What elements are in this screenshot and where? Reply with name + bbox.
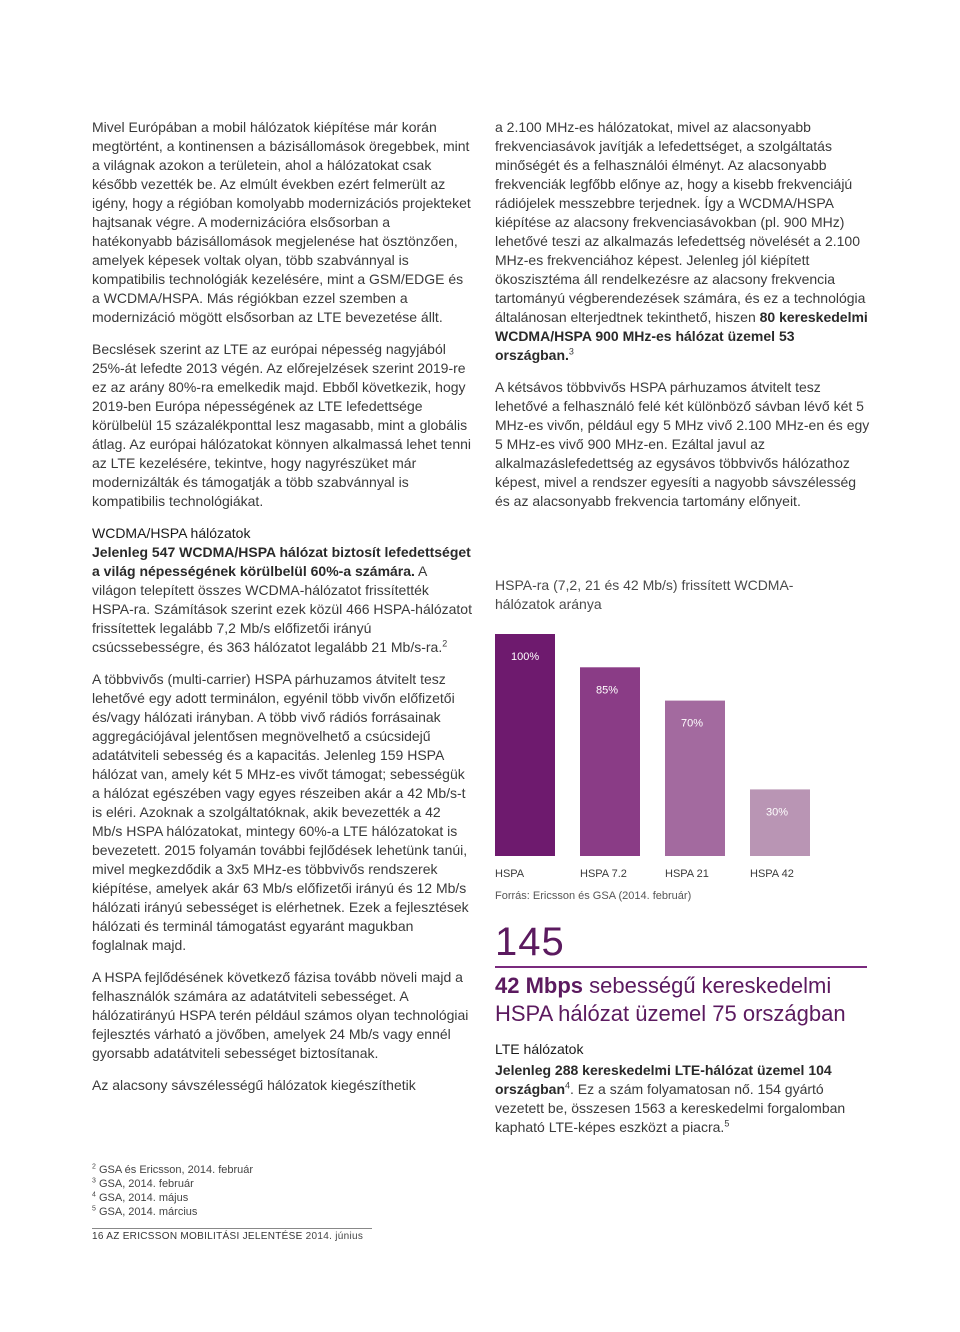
lte-highlight: Jelenleg 288 kereskedelmi LTE-hálózat üzemel 104 országban [495,1062,832,1097]
wcdma-text: A világon telepített összes WCDMA-hálózatot frissítették HSPA-ra. Számítások szerint ezek közül 466 HSPA-hálózatot frissítettek legalább 7,2 Mb/s előfizetői irányú csúcssebességre, és 363 hálózatot legalább 21 Mb/s-ra. [92,563,472,655]
bar-hspa-42 [750,789,810,856]
footnote-ref-3: 3 [568,346,574,357]
right-column [495,118,870,524]
frequency-text: a 2.100 MHz-es hálózatokat, mivel az alacsonyabb frekvenciasávok javítják a lefedettséget, a szolgáltatás minőségét és a felhasználói élményt. Az alacsonyabb frekvenciák legfőbb előnye az, hogy a kisebb frekvenciájú rádiójelek messzebbre terjednek. Így a WCDMA/HSPA kiépítése az alacsony frekvenciasávokban (pl. 900 MHz) lehetővé teszi az alkalmazás lefedettség növelését a 2.100 MHz-es frekvenciához képest. Jelenleg jól kiépített ökoszisztéma áll rendelkezésre az alacsony frekvencia tartományú végberendezések számára, és ez a technológia általánosan elterjedtnek tekinthető, hiszen [495,119,866,325]
footnote-ref-5: 5 [724,1118,730,1129]
chart-source: Forrás: Ericsson és GSA (2014. február) [495,890,692,902]
footnote [92,1191,253,1205]
footnotes [92,1163,253,1219]
callout-number: 145 [495,920,565,964]
report-title: AZ ERICSSON MOBILITÁSI JELENTÉSE [103,1231,306,1242]
lte-heading: LTE hálózatok [495,1041,584,1057]
left-column [92,118,472,1108]
paragraph-multicarrier: A többvivős (multi-carrier) HSPA párhuzamos átvitelt tesz lehetővé egy adott terminálon, egyénil több vivőn előfizetői és/vagy hálózati irányban. A több vivő rádiós forrásainak aggregációjával jelentősen megnövelhető a csúcsidejű adatátviteli sebesség és a kapacitás. Jelenleg 159 HSPA hálózat van, amely két 5 MHz-es vivőt támogat; sebességük a hálózat egészében vagy egyes részeiben akár a 42 Mb/s-t is eléri. Azoknak a szolgáltatóknak, akik bevezették a 42 Mb/s HSPA hálózatokat, mintegy 60%-a LTE hálózatokat is bevezetett. 2015 folyamán további fejlődések lehetünk tanúi, mivel megkezdődik a 3x5 MHz-es többvivős rendszerek kiépítése, amelyek akár 63 Mb/s előfizetői irányú és 12 Mb/s hálózati irányú sebességet is elérhetnek. Ezek a fejlesztések hálózati és terminál támogatást egyaránt magukban foglalnak majd. [92,671,469,953]
paragraph-hspa-evolution: A HSPA fejlődésének következő fázisa tovább növeli majd a felhasználók számára az adatátviteli sebességet. A hálózatirányú HSPA terén például számos olyan technológiai fejlesztés várható a jövőben, amelyek 24 Mb/s vagy ennél gyorsabb adatátviteli sebességet biztosítanak. [92,969,469,1061]
lte-section [495,1040,870,1137]
bar-value-label: 100% [511,651,540,663]
footnote-number: 3 [92,1177,96,1185]
page-number: 16 [92,1231,104,1242]
bar-value-label: 70% [681,717,704,730]
category-label: HSPA [495,868,525,880]
footnote-number: 5 [92,1205,96,1213]
paragraph-dual-band: A kétsávos többvivős HSPA párhuzamos átvitelt tesz lehetővé a felhasználó felé két különböző sávban lévő két 5 MHz-es vivőn, például egy 5 MHz vivő 2.100 MHz-en és egy 5 MHz-es vivő 900 MHz-en. Ezáltal javul az alkalmazáslefedettség az egysávos többvivős hálózathoz képest, mivel a rendszer egyesíti a nagyobb sávszélesség és az alacsonyabb frekvencia tartomány előnyeit. [495,379,870,509]
report-date: 2014. június [305,1231,364,1242]
footnote [92,1177,253,1191]
footnote-text: GSA és Ericsson, 2014. február [95,1164,254,1176]
frequency-highlight: 80 kereskedelmi WCDMA/HSPA 900 MHz-es hálózat üzemel 53 országban. [495,309,868,363]
footnote-number: 4 [92,1191,96,1199]
paragraph-wcdma [92,524,472,657]
paragraph-modernization: Mivel Európában a mobil hálózatok kiépítése már korán megtörtént, a kontinensen a bázisállomások öregebbek, mint a világnak azokon a területein, ahol a hálózatokat csak később vezették be. Az elmúlt években ezért felmerült az igény, hogy a régióban komolyabb modernizációs projekteket hajtsanak végre. A modernizációra elsősorban a hatékonyabb bázisállomások megjelenése hat ösztönzően, amelyek képesek voltak olyan, több szabvánnyal is kompatibilis technológiák kezelésére, mint a GSM/EDGE és a WCDMA/HSPA. Más régiókban ezzel szemben a modernizáció mögött elsősorban az LTE bevezetése állt. [92,119,471,325]
category-label: HSPA 42 [750,868,794,880]
wcdma-highlight: Jelenleg 547 WCDMA/HSPA hálózat biztosít lefedettséget a világ népességének körülbelül 60%-a számára. [92,544,471,579]
bar-value-label: 30% [766,806,789,819]
footnote-text: GSA, 2014. február [95,1178,194,1190]
footnote-ref-4: 4 [565,1080,571,1091]
hspa-bar-chart [495,630,825,890]
page-footer [92,1231,363,1242]
paragraph-lte-coverage: Becslések szerint az LTE az európai népesség nagyjából 25%-át lefedte 2013 végén. Az előrejelzések szerint 2019-re ez az arány 80%-ra emelkedik majd. Ebből következik, hogy 2019-ben Európa népességének az LTE lefedettsége körülbelül 15 százalékponttal lesz magasabb, mint a globális átlag. Az európai hálózatokat könnyen alkalmassá lehet tenni az LTE kezelésére, tekintve, hogy nagyrészüket már modernizálták és támogatják a több szabvánnyal is kompatibilis technológiákat. [92,341,472,509]
bar-value-label: 85% [596,684,619,697]
footer-divider [92,1228,372,1229]
wcdma-heading: WCDMA/HSPA hálózatok [92,525,251,541]
category-label: HSPA 21 [665,868,709,880]
paragraph-frequency [495,118,870,365]
lte-text: . Ez a szám folyamatosan nő. 154 gyártó vezetett be, összesen 1563 a kereskedelmi forgalomban kapható LTE-képes eszközt a piacra. [495,1081,846,1135]
bar-hspa [495,634,555,856]
callout-divider [495,966,867,968]
category-label: HSPA 7.2 [580,868,627,880]
footnote [92,1163,253,1177]
footnote-text: GSA, 2014. május [95,1192,189,1204]
callout-headline-rest: sebességű kereskedelmi HSPA hálózat üzemel 75 országban [495,973,846,1026]
footnote-ref-2: 2 [442,638,448,649]
footnote [92,1205,253,1219]
callout-headline [495,972,875,1028]
paragraph-low-band: Az alacsony sávszélességű hálózatok kiegészíthetik [92,1077,416,1093]
chart-title: HSPA-ra (7,2, 21 és 42 Mb/s) frissített WCDMA-hálózatok aránya [495,577,794,612]
footnote-text: GSA, 2014. március [95,1206,198,1218]
callout-headline-bold: 42 Mbps [495,973,584,998]
footnote-number: 2 [92,1163,96,1171]
